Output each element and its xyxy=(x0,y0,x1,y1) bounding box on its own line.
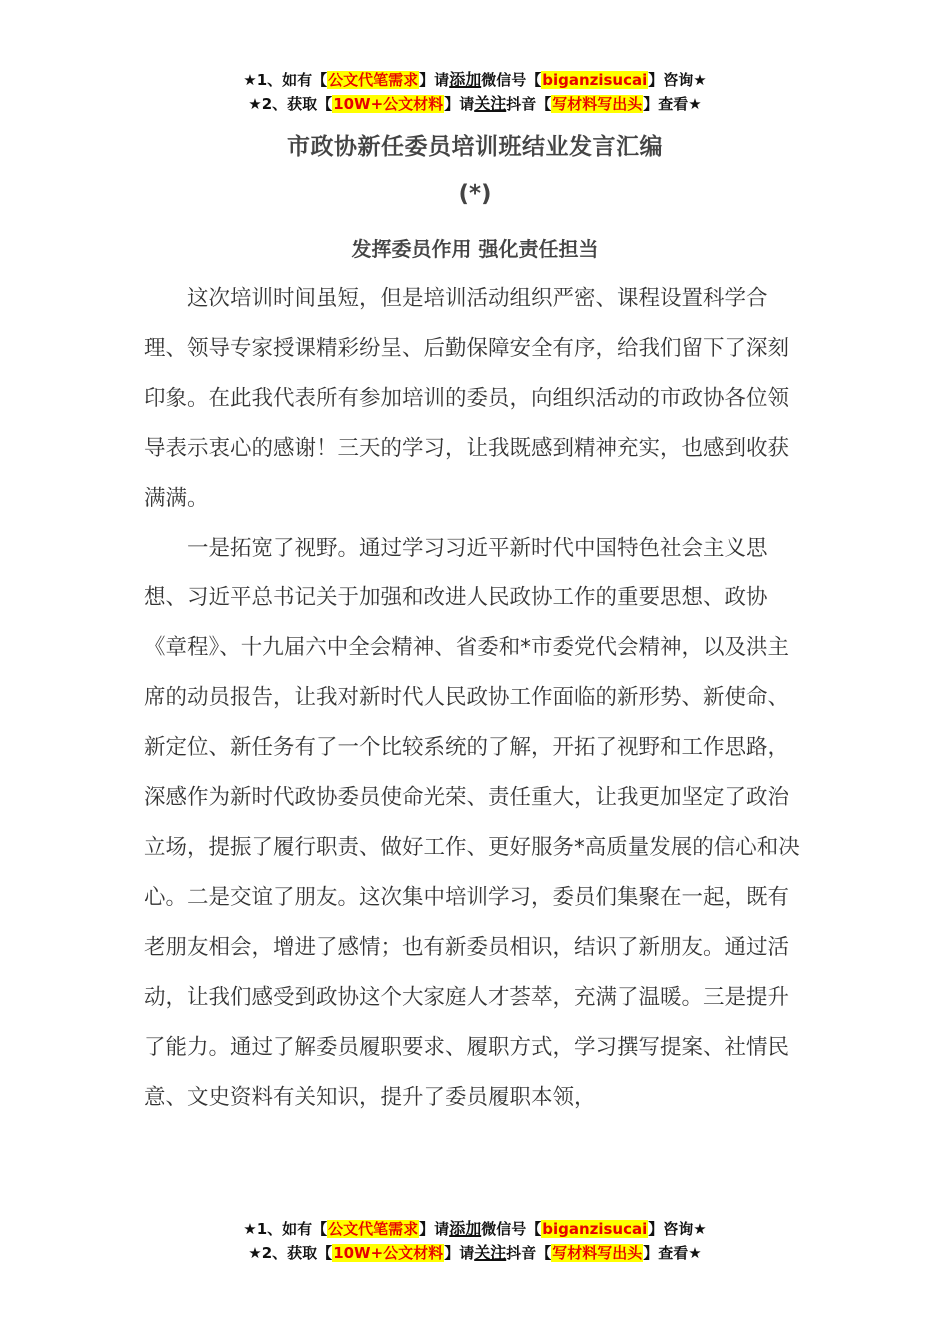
footer-banner xyxy=(0,1217,950,1265)
banner-line-1 xyxy=(0,68,950,92)
banner-text: 微信号【 xyxy=(481,71,542,89)
banner-line-1 xyxy=(0,1217,950,1241)
banner-text: 】查看★ xyxy=(643,1244,702,1262)
banner-text: 】咨询★ xyxy=(648,71,707,89)
banner-text: 】请 xyxy=(444,95,475,113)
banner-highlight: 公文代笔需求 xyxy=(328,71,419,89)
banner-highlight: 10W+公文材料 xyxy=(333,1244,444,1262)
banner-wechat-id: biganzisucai xyxy=(542,1220,648,1238)
document-title: 市政协新任委员培训班结业发言汇编 xyxy=(287,134,663,160)
banner-line-2 xyxy=(0,1241,950,1265)
banner-text: 微信号【 xyxy=(481,1220,542,1238)
banner-emphasis: 关注 xyxy=(474,94,507,113)
banner-text: ★2、获取【 xyxy=(248,1244,333,1262)
banner-douyin-id: 写材料写出头 xyxy=(552,1244,643,1262)
banner-wechat-id: biganzisucai xyxy=(542,71,648,89)
document-marker: (*) xyxy=(458,181,492,207)
banner-text: 】请 xyxy=(419,1220,450,1238)
banner-text: 抖音【 xyxy=(506,1244,552,1262)
banner-text: ★1、如有【 xyxy=(243,71,328,89)
banner-line-2 xyxy=(0,92,950,116)
banner-text: 抖音【 xyxy=(506,95,552,113)
banner-douyin-id: 写材料写出头 xyxy=(552,95,643,113)
paragraph: 一是拓宽了视野。通过学习习近平新时代中国特色社会主义思想、习近平总书记关于加强和改进人民政协工作的重要思想、政协《章程》、十九届六中全会精神、省委和*市委党代会精神，以及洪主席的动员报告，让我对新时代人民政协工作面临的新形势、新使命、新定位、新任务有了一个比较系统的了解，开拓了视野和工作思路，深感作为新时代政协委员使命光荣、责任重大，让我更加坚定了政治立场，提振了履行职责、做好工作、更好服务*高质量发展的信心和决心。二是交谊了朋友。这次集中培训学习，委员们集聚在一起，既有老朋友相会，增进了感情；也有新委员相识，结识了新朋友。通过活动，让我们感受到政协这个大家庭人才荟萃，充满了温暖。三是提升了能力。通过了解委员履职要求、履职方式，学习撰写提案、社情民意、文史资料有关知识，提升了委员履职本领， xyxy=(144,535,800,1110)
banner-highlight: 10W+公文材料 xyxy=(333,95,444,113)
banner-highlight: 公文代笔需求 xyxy=(328,1220,419,1238)
document-subtitle: 发挥委员作用 强化责任担当 xyxy=(351,237,599,261)
banner-text: 】咨询★ xyxy=(648,1220,707,1238)
header-banner xyxy=(0,68,950,116)
banner-text: ★2、获取【 xyxy=(248,95,333,113)
paragraph: 这次培训时间虽短，但是培训活动组织严密、课程设置科学合理、领导专家授课精彩纷呈、后勤保障安全有序，给我们留下了深刻印象。在此我代表所有参加培训的委员，向组织活动的市政协各位领导表示衷心的感谢！三天的学习，让我既感到精神充实，也感到收获满满。 xyxy=(144,286,790,511)
banner-text: 】请 xyxy=(419,71,450,89)
banner-emphasis: 添加 xyxy=(449,70,482,89)
banner-emphasis: 关注 xyxy=(474,1243,507,1262)
document-body xyxy=(144,274,806,1122)
banner-emphasis: 添加 xyxy=(449,1219,482,1238)
banner-text: 】查看★ xyxy=(643,95,702,113)
banner-text: 】请 xyxy=(444,1244,475,1262)
banner-text: ★1、如有【 xyxy=(243,1220,328,1238)
